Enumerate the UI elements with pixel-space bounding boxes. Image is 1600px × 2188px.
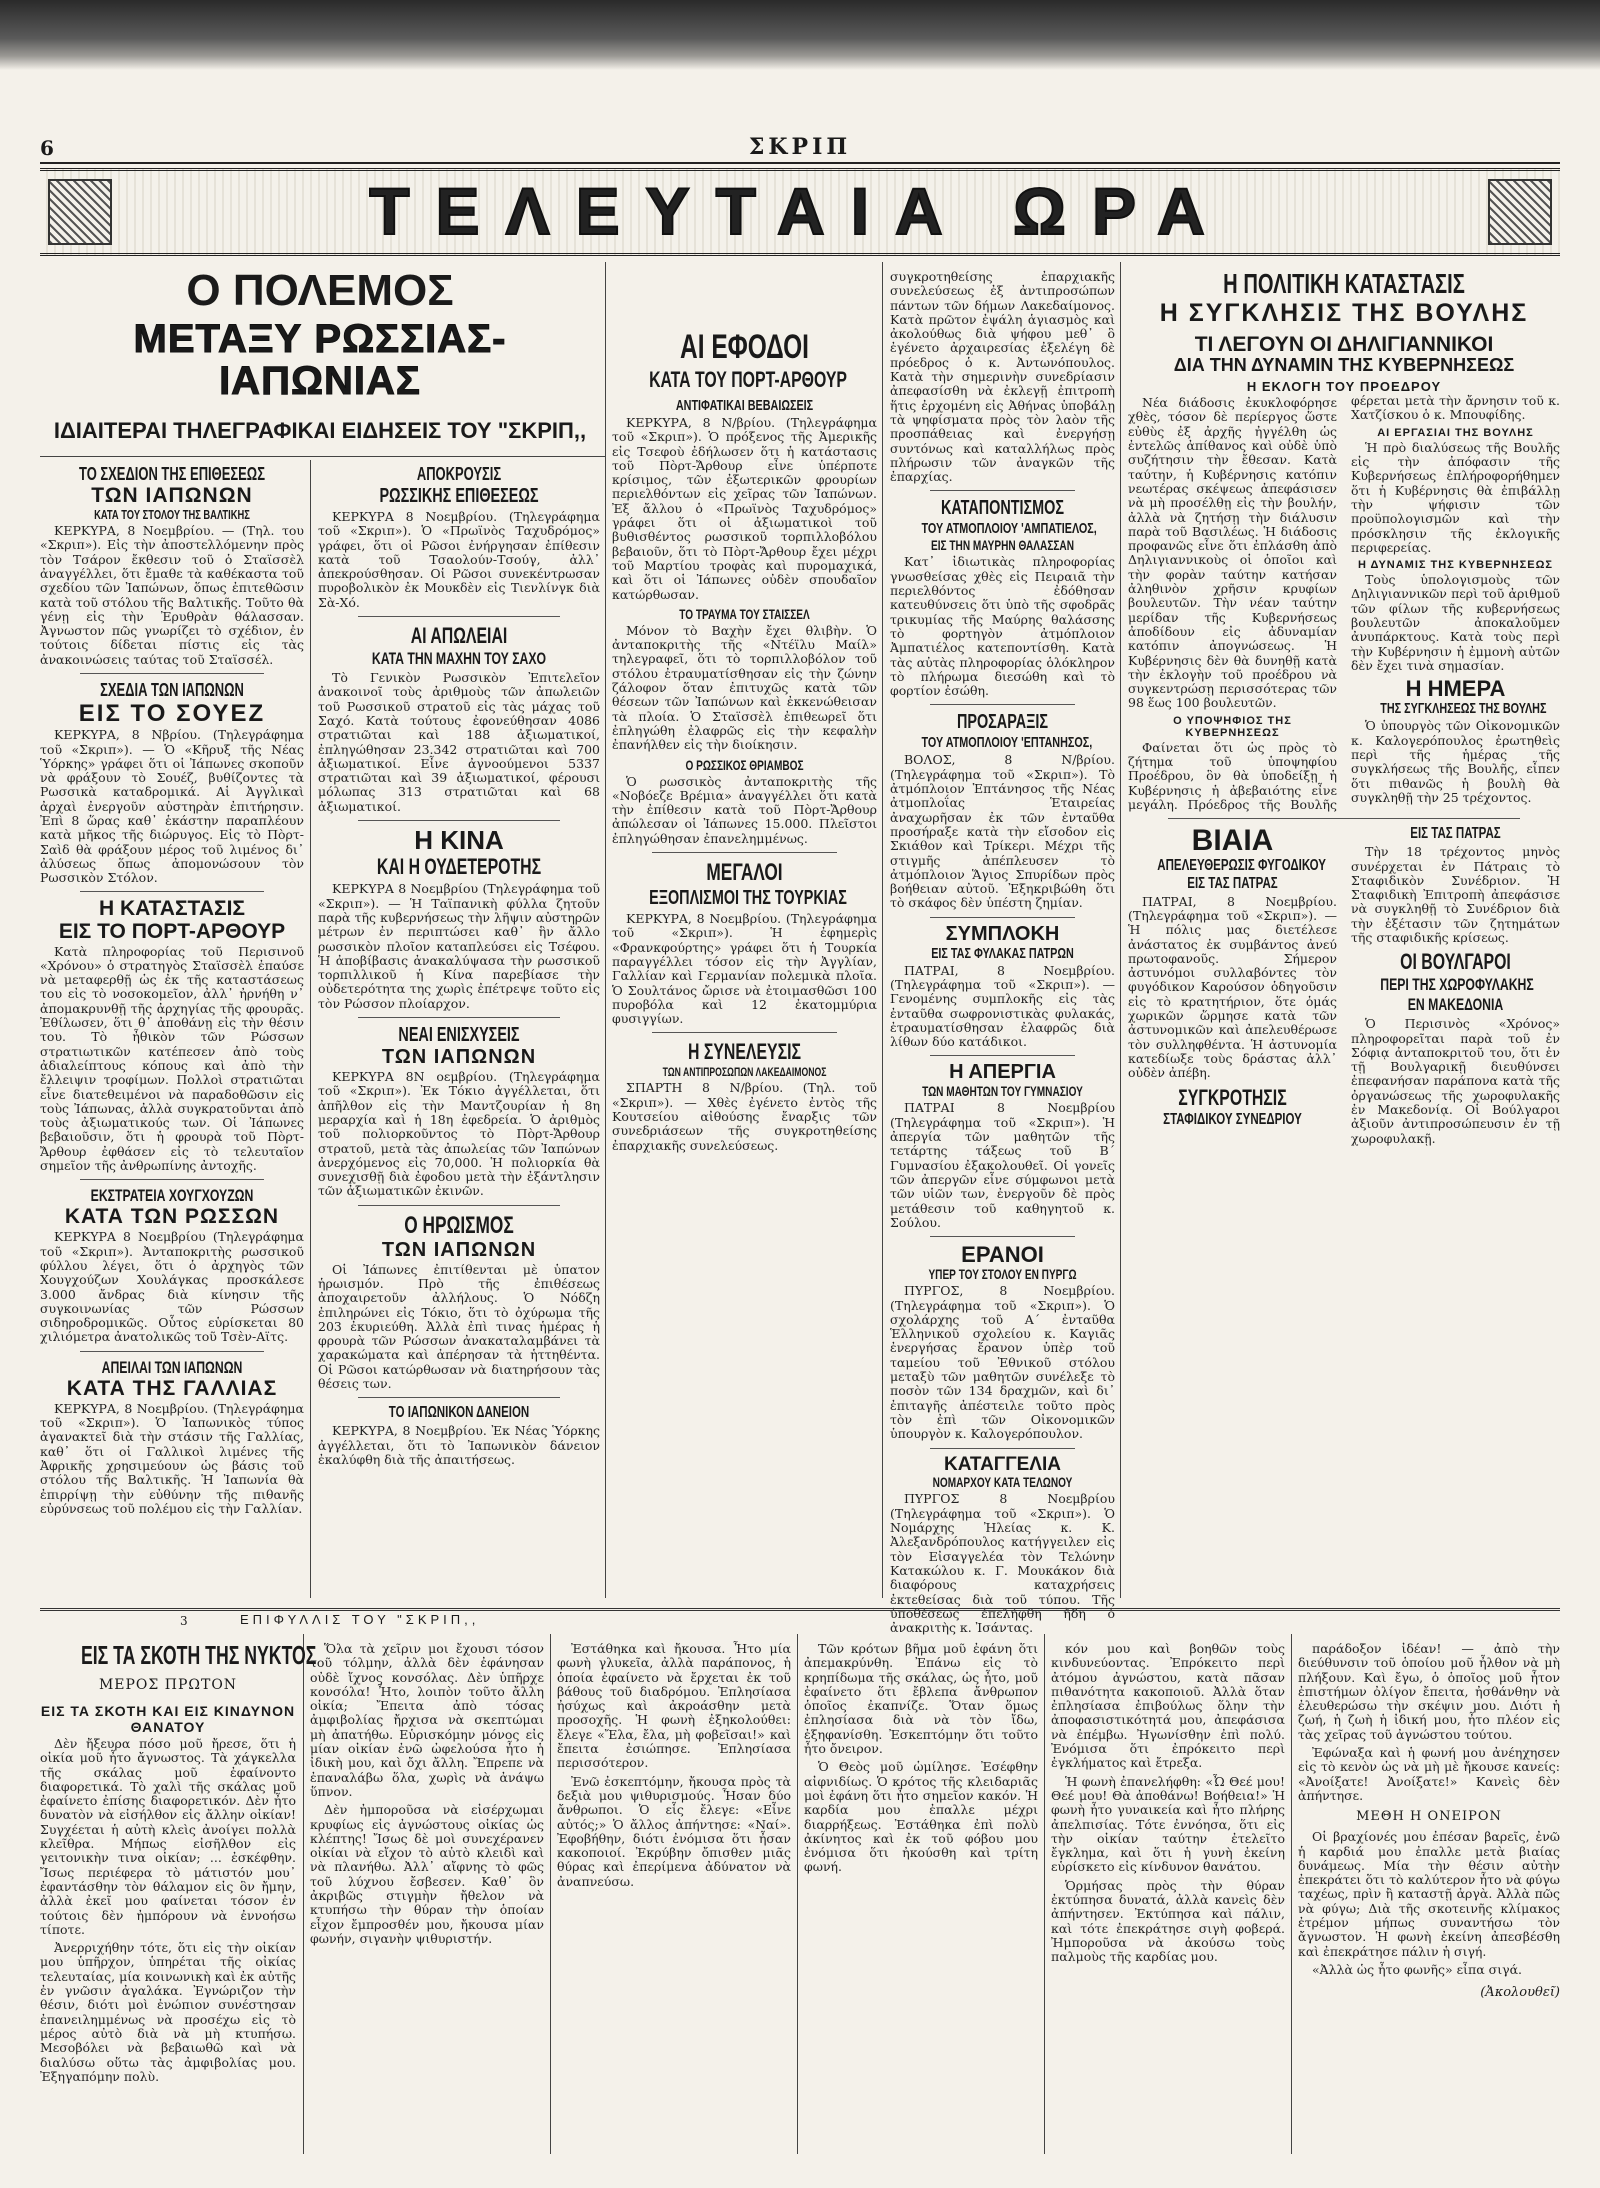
- article-heading: ΕΙΣ ΤΑΣ ΠΑΤΡΑΣ: [1187, 874, 1278, 892]
- article-heading: ΚΑΙ Η ΟΥΔΕΤΕΡΟΤΗΣ: [376, 854, 542, 880]
- article-divider: [80, 673, 264, 674]
- feuilleton-column-4: [804, 1640, 1038, 2155]
- article-body: Νέα διάδοσις ἐκυκλοφόρησε χθὲς, τόσον δὲ περίεργος ὥστε εὐθὺς ἐξ ἀρχῆς ἠγγέλθη ὡς ἐντελῶς ἀπίθανος καὶ οὐδὲ ὑπὸ συζήτησιν τὴν ἔθεσαν. Κατὰ ταύτην, ἡ Κυβέρνησις κατόπιν νεωτέρας σκέψεως ἀπεφάσισεν νὰ μὴ προσέλθῃ εἰς τὴν βουλήν, ἀλλὰ νὰ ζητήσῃ τὴν διάλυσιν παρὰ τοῦ Βασιλέως. Ἡ διάδοσις προφανῶς εἶνε ὅτι ἐπλάσθη ἀπὸ Δηλιγιαννικοὺς οἱ ὁποῖοι καὶ τὴν φορὰν ταύτην κατήσαν ἀληθινὸν χρῆσιν κρυφίων βουλευτῶν. Τὴν νέαν ταύτην μερίδαν τῆς Κυβερνήσεως ἀποδίδουν εἰς ἀδυναμίαν κατόπιν ἀπογνώσεως. Ἡ Κυβέρνησις δὲν θὰ δυνηθῇ κατὰ τὴν ἐκλογὴν τοῦ προέδρου νὰ συγκεντρώσῃ περισσότερας τῶν 98 ἕως 100 βουλευτῶν.: [1128, 395, 1337, 711]
- feuilleton-text: Τῶν κρότων βῆμα μοῦ ἐφάνη ὅτι ἀπεμακρύνθη. Ἐπάνω εἰς τὸ κρηπίδωμα τῆς σκάλας, ὡς ἦτο, μοῦ ἐφαίνετο ὅτι ἔβλεπα ἄνθρωπον ὁποῖος ἐκαπνίζε. Ὅταν ὅμως ἐπλησίασα διὰ νὰ τὸν ἴδω, ἐξηφανίσθη. Ἐσκεπτόμην ὅτι τοῦτο ἦτο ὄνειρον.: [804, 1641, 1038, 1757]
- article-heading: ΒΙΑΙΑ: [1191, 824, 1274, 858]
- article-divider: [930, 1448, 1075, 1449]
- article-body: ΚΕΡΚΥΡΑ 8 Νοεμβρίου. (Τηλεγράφημα τοῦ «Σκριπ»). Ὁ «Πρωϊνὸς Ταχυδρόμος» γράφει, ὅτι οἱ Ρῶσοι ἐνήργησαν ἐπίθεσιν κατὰ τοῦ Τσαολούν-Τσούγ, ἀλλ᾽ ἀπεκρούσθησαν. Οἱ Ρῶσοι συνεκέντρωσαν πυροβολικὸν ἐκ Μουκδὲν εἰς Τιενλίνγκ διὰ Σὰ-Χό.: [318, 509, 600, 610]
- column-rule: [550, 1634, 551, 2154]
- article-divider: [652, 1032, 837, 1033]
- article-heading: ΕΞΟΠΛΙΣΜΟΙ ΤΗΣ ΤΟΥΡΚΙΑΣ: [649, 887, 847, 910]
- feuilleton-column-1: [40, 1640, 317, 2155]
- article-divider: [930, 1055, 1075, 1056]
- article-heading: ΕΙΣ ΤΟ ΠΟΡΤ-ΑΡΘΟΥΡ: [58, 919, 286, 943]
- feuilleton-text: Δὲν ἠμποροῦσα νὰ εἰσέρχωμαι κρυφίως εἰς ἀγνώστους οἰκίας ὡς κλέπτης! Ἴσως δὲ μοὶ συνεχέρανεν οἰκίαι νὰ εἴχον τὸ αὐτὸ κλειδὶ καὶ νὰ πλανήθω. Ἀλλ᾽ αἴφνης τὸ φῶς τοῦ λύχνου ἔσβεσεν. Καθ᾽ ὃν ἀκριβῶς στιγμὴν ἤθελον νὰ κτυπήσω τὴν θύραν τὴν ὁποίαν εἶχον ἔμπροσθέν μου, ἤκουσα μίαν φωνήν, σιγανὴν ψιθυριστήν.: [310, 1802, 544, 1946]
- article-heading: ΚΑΤΑ ΤΩΝ ΡΩΣΣΩΝ: [64, 1205, 280, 1229]
- feuilleton-text: Δὲν ἤξευρα πόσο μοῦ ἤρεσε, ὅτι ἡ οἰκία μοῦ ἦτο ἄγνωστος. Τὰ χάγκελλα τῆς σκάλας μοῦ ἐφαίνοντο διαφορετικά. Τὸ χαλὶ τῆς σκάλας μοῦ ἐφαίνετο ἐπίσης διαφορετικόν. Δὲν ἦτο δυνατὸν νὰ εἰσήλθον εἰς ἄλλην οἰκίαν! Συγχέεται ἡ αὐτὴ κλεὶς ἀνοίγει πολλὰ κλεῖθρα. Μήπως εἰσῆλθον εἰς γειτονικὴν τινα οἰκίαν; ... ἐσκέφθην. Ἴσως περιέφερα τὸ μάτιστόν μου᾽ ἐφαντάσθην τὸν θάλαμον εἰς ὃν ἤμην, ἀλλὰ ἐκεῖ μου φαίνεται τόσον ἐν τούτοις δὲν ἠμπόρουν νὰ ἐννοήσω τίποτε.: [40, 1736, 296, 1937]
- article-heading: Η ΑΠΕΡΓΙΑ: [949, 1061, 1056, 1084]
- article-body: Ὁ Περισινὸς «Χρόνος» πληροφορεῖται παρὰ τοῦ ἐν Σόφιᾳ ἀνταποκριτοῦ του, ὅτι ἐν τῇ Βουλγαρικῇ διευθύνσει ἐπεφανήσαν παράπονα κατὰ τῆς ὀργανώσεως τῆς χωροφυλακῆς ἐν Μακεδονίᾳ. Οἱ Βούλγαροι ἀξιοῦν ἀντιπροσώπευσιν ἐν τῇ χωροφυλακῇ.: [1351, 1016, 1560, 1146]
- article-body: ΚΕΡΚΥΡΑ, 8 Νοεμβρίου. (Τηλεγράφημα τοῦ «Σκριπ»). Ἡ ἐφημερὶς «Φρανκφούρτης» γράφει ὅτι ἡ Τουρκία παραγγέλλει τόσον εἰς τὴν Ἀγγλίαν, Γαλλίαν καὶ Γερμανίαν πολεμικὰ πλοῖα. Ὁ Σουλτάνος ὤρισε νὰ ἐτοιμασθῶσι 100 πυροβόλα καὶ 12 ἐκατομμύρια φυσιγγίων.: [612, 911, 877, 1027]
- article-subheading: ΔΙΑ ΤΗΝ ΔΥΝΑΜΙΝ ΤΗΣ ΚΥΒΕΡΝΗΣΕΩΣ: [1173, 355, 1515, 376]
- article-heading: ΚΑΤΑ ΤΗΣ ΓΑΛΛΙΑΣ: [66, 1376, 278, 1400]
- article-body: Οἱ Ἰάπωνες ἐπιτίθενται μὲ ὑπατον ἡρωισμόν. Πρὸ τῆς ἐπιθέσεως ἀποχαιρετοῦν ἀλλήλους. Ὁ Νόδζη ἐπιληρώνει εἰς Τόκιο, ὅτι τὸ ὀχύρωμα τῆς 203 ἐκυριεύθη. Ἀλλὰ ἐπὶ τινας ἡμέρας ἡ φρουρὰ τῶν Ρώσσων ἀνακαταλαμβάνει τὰ χαρακώματα καὶ ἀπέρησαν τὰ ἡττηθέντα. Οἱ Ρῶσοι κατώρθωσαν νὰ διατηρήσουν τὰς θέσεις των.: [318, 1261, 600, 1392]
- article-body: ΠΥΡΓΟΣ, 8 Νοεμβρίου. (Τηλεγράφημα τοῦ «Σκριπ»). Ὁ σχολάρχης τοῦ Α΄ ἐνταῦθα Ἑλληνικοῦ σχολείου κ. Καγιᾶς ἐνεργήσας ἔρανον ὑπὲρ τοῦ ταμείου τοῦ Ἐθνικοῦ στόλου μεταξὺ τῶν μαθητῶν συνέλεξε τὸ ποσὸν τῶν 134 δραχμῶν, καὶ δι᾽ ἐπιταγῆς ἀπέστειλε τοῦτο πρὸς τὸν ἐπὶ τῶν Οἰκονομικῶν ὑπουργὸν κ. Καλογερόπουλον.: [890, 1283, 1115, 1442]
- article-divider: [80, 1351, 264, 1352]
- article-body: Ὁ ρωσσικὸς ἀνταποκριτὴς τῆς «Νοβόεζε Βρέμια» ἀναγγέλλει ὅτι κατὰ τὴν ἐπίθεσιν κατὰ τοῦ Πὸρτ-Ἄρθουρ ἀπώλεσαν οἱ Ἰάπωνες 15.000. Πλεῖστοι ἐπληγώθησαν ἐπανελημμένως.: [612, 773, 877, 846]
- article-heading: ΤΟΥ ΑΤΜΟΠΛΟΙΟΥ 'ΕΠΤΑΝΗΣΟΣ,: [921, 734, 1093, 752]
- article-heading: Η ΠΟΛΙΤΙΚΗ ΚΑΤΑΣΤΑΣΙΣ: [1223, 268, 1465, 299]
- article-body: ΚΕΡΚΥΡΑ, 8 Ν/βρίου. (Τηλεγράφημα τοῦ «Σκριπ»). Ὁ πρόξενος τῆς Ἀμερικῆς εἰς Τσεφοὺ ἐδήλωσεν ὅτι ἡ κατάστασις τοῦ Πὸρτ-Ἄρθουρ εἶνε ὑπέρποτε κρίσιμος, τῶν ἐξωτερικῶν φρουρίων περιελθόντων εἰς χεῖρας τῶν Ἰαπώνων. Ἐξ ἄλλου ὁ «Πρωϊνὸς Ταχυδρόμος» γράφει ὅτι οἱ ἀξιωματικοὶ τοῦ βυθισθέντος ρωσσικοῦ τορπιλλοβόλου βεβαιοῦν, ὅτι τὸ Πὸρτ-Ἄρθουρ ἔχει μέχρι τοῦ Μαρτίου τροφὰς καὶ πυρομαχικά, καὶ ὅτι οἱ Ἰάπωνες οὐδὲν σπουδαῖον κατώρθωσαν.: [612, 415, 877, 602]
- article-heading: ΤΩΝ ΙΑΠΩΝΩΝ: [381, 1238, 537, 1261]
- article-body: Μόνον τὸ Βαχὴν ἔχει θλιβὴν. Ὁ ἀνταποκριτὴς τῆς «Ντέϊλυ Μαίλ» τηλεγραφεῖ, ὅτι τὸ τορπιλλοβόλον τοῦ στόλου ἐτραυματίσθησαν εἰς τὴν ζώνην ζάλοφον ὅταν ἐπιτυχῶς κατὰ τῶν θέσεων τῶν Ἰαπώνων καὶ ἐκκενώθεισαν τὰ πλοία. Ὁ Σταϊσσὲλ ἐπιθεωρεῖ ὅτι ἐπληγώθη ἐλαφρῶς εἰς τὴν κεφαλὴν ἐπανήλθεν εἰς τὴν διοίκησιν.: [612, 622, 877, 753]
- article-body: συγκροτηθείσης ἐπαρχιακῆς συνελεύσεως ἐξ ἀντιπροσώπων πάντων τῶν δήμων Λακεδαίμονος. Κατὰ πρῶτον ἐψάλη ἁγιασμὸς καὶ ἀκολούθως διὰ ψήφου μεθ᾽ ὃ ἐγένετο ἀρχαιρεσίας ἐξελέγη δὲ πρόεδρος ὁ κ. Ἀντωνόπουλος. Κατὰ τὴν σημερινὴν συνεδρίασιν ἀπεφασίσθη νὰ ἐκλεγῇ ἐπιτροπὴ ἥτις ἐρχομένη εἰς Ἀθήνας ὑποβάλῃ τὰ ψηφίσματα πρὸς τὸν λαὸν τῆς προσπάθειας καὶ ἐνεργήσῃ συντόνως καὶ καταλλήλως πρὸς πλήρωσιν τῶν ἀναγκῶν τῆς ἐπαρχίας.: [890, 269, 1115, 485]
- article-heading: Η ΣΥΓΚΛΗΣΙΣ ΤΗΣ ΒΟΥΛΗΣ: [1159, 299, 1529, 327]
- article-subheading: ΑΙ ΕΡΓΑΣΙΑΙ ΤΗΣ ΒΟΥΛΗΣ: [1377, 426, 1534, 439]
- article-subheading: Ο ΡΩΣΣΙΚΟΣ ΘΡΙΑΜΒΟΣ: [685, 756, 804, 773]
- article-divider: [358, 1397, 560, 1398]
- page-number: 6: [40, 136, 54, 160]
- left-ornament-icon: [48, 179, 112, 245]
- article-body: ΚΕΡΚΥΡΑ 8 Νοεμβρίου (Τηλεγράφημα τοῦ «Σκριπ»). — Ἡ Ταϊπανικὴ φύλλα ζητοῦν παρὰ τῆς κυβερνήσεως τὴν λῆψιν αὐστηρῶν μέτρων ἐν περιπτώσει καθ᾽ ἣν ἄλλο ρωσσικὸν πλοῖον καταπλεύσει εἰς Τσέφου. Ἡ ἀποβίβασις ἀνακαλύψασα τὴν ρωσσικοῦ τορπιλλικοῦ ἡ Κίνα παρεβίασε τὴν οὐδετερότητα της χωρὶς ἐπέτρεψε τοῦτο εἰς τὸν Ρώσσον πλοίαρχον.: [318, 881, 600, 1011]
- article-subheading: ΤΩΝ ΑΝΤΙΠΡΟΣΩΠΩΝ ΛΑΚΕΔΑΙΜΟΝΟΣ: [662, 1065, 827, 1080]
- article-divider: [930, 1236, 1075, 1237]
- article-heading: ΤΩΝ ΙΑΠΩΝΩΝ: [381, 1046, 537, 1069]
- article-divider: [1168, 818, 1520, 819]
- feuilleton-text: Ὁρμήσας πρὸς τὴν θύραν ἐκτύπησα δυνατά, ἀλλὰ κανεὶς δὲν ἀπήντησεν. Ἐκτύπησα καὶ πάλιν, καὶ τότε ἐπεκράτησε σιγὴ φοβερά. Ἠμποροῦσα νὰ ἀκούσω τοὺς παλμοὺς τῆς καρδίας μου.: [1051, 1877, 1285, 1965]
- article-heading: ΑΠΕΛΕΥΘΕΡΩΣΙΣ ΦΥΓΟΔΙΚΟΥ: [1157, 856, 1326, 874]
- feuilleton-column-2: [310, 1640, 544, 2155]
- article-heading: ΣΥΜΠΛΟΚΗ: [945, 922, 1060, 945]
- article-heading: ΕΡΑΝΟΙ: [961, 1242, 1044, 1268]
- article-heading: ΤΩΝ ΜΑΘΗΤΩΝ ΤΟΥ ΓΥΜΝΑΣΙΟΥ: [922, 1083, 1083, 1100]
- article-heading: ΕΙΣ ΤΟ ΣΟΥΕΖ: [78, 700, 266, 728]
- article-divider: [80, 1179, 264, 1180]
- article-body: Ὁ ὑπουργὸς τῶν Οἰκονομικῶν κ. Καλογερόπουλος ἐρωτηθεὶς περὶ τῆς ἡμέρας τῆς συγκλήσεως τῆς Βουλῆς, εἶπεν ὅτι πιθανῶς ἡ βουλὴ θὰ συγκληθῇ τὴν 25 τρέχοντος.: [1351, 718, 1560, 805]
- column-rule: [310, 460, 311, 1598]
- article-heading: ΟΙ ΒΟΥΛΓΑΡΟΙ: [1400, 949, 1511, 975]
- feuilleton-column-6: [1298, 1640, 1560, 2155]
- article-divider: [358, 616, 560, 617]
- article-heading: ΤΟ ΣΧΕΔΙΟΝ ΤΗΣ ΕΠΙΘΕΣΕΩΣ: [79, 464, 265, 484]
- article-heading: ΑΠΕΙΛΑΙ ΤΩΝ ΙΑΠΩΝΩΝ: [101, 1357, 243, 1377]
- feuilleton-column-3: [557, 1640, 791, 2155]
- newspaper-page: [40, 134, 1560, 2170]
- article-heading: ΑΠΟΚΡΟΥΣΙΣ: [416, 464, 502, 484]
- article-heading: ΚΑΤΑΠΟΝΤΙΣΜΟΣ: [940, 497, 1065, 520]
- war-kicker: Ο ΠΟΛΕΜΟΣ: [186, 266, 454, 315]
- article-heading: ΠΡΟΣΑΡΑΞΙΣ: [956, 711, 1049, 734]
- article-subheading: ΤΙ ΛΕΓΟΥΝ ΟΙ ΔΗΛΙΓΙΑΝΝΙΚΟΙ: [1194, 333, 1494, 357]
- feuilleton-number: 3: [180, 1614, 188, 1628]
- article-divider: [80, 891, 264, 892]
- article-body: Ἡ πρὸ διαλύσεως τῆς Βουλῆς εἰς τὴν ἀπόφασιν τῆς Κυβερνήσεως ἐπλήροφορήθημεν ὅτι ἡ Κυβέρνησις θὰ ἐπιβάλλῃ τὴν ψήφισιν τῶν προϋπολογισμῶν καὶ τὴν πρόσκλησιν τῆς ἐκλογικῆς περιφερείας.: [1351, 439, 1560, 555]
- article-heading: ΕΙΣ ΤΑΣ ΠΑΤΡΑΣ: [1410, 825, 1501, 843]
- article-body: ΠΑΤΡΑΙ 8 Νοεμβρίου (Τηλεγράφημα τοῦ «Σκριπ»). Ἡ ἀπεργία τῶν μαθητῶν τῆς τετάρτης τάξεως τοῦ Β΄ Γυμνασίου ἐξακολουθεῖ. Οἱ γονεῖς τῶν ἀπεργῶν εἶνε σύμφωνοι μετὰ τῶν υἱῶν των, ἐνεργοῦν δὲ πρὸς μετάθεσιν τοῦ καθηγητοῦ κ. Σούλου.: [890, 1100, 1115, 1230]
- article-divider: [652, 852, 837, 853]
- article-heading: ΕΝ ΜΑΚΕΔΟΝΙΑ: [1407, 995, 1504, 1015]
- article-body: Κατ᾽ ἰδιωτικὰς πληροφορίας γνωσθείσας χθὲς εἰς Πειραιᾶ τὴν περιελθόντος ἐδόθησαν κατευθύνσεις ὅτι ὑπὸ τῆς σφοδρᾶς τρικυμίας τῆς Μαύρης θαλάσσης τὸ φορτηγὸν ἀτμόπλοιον Ἀμπατιέλος κατεποντίσθη. Κατὰ τὰς αὐτὰς πληροφορίας ὁλόκληρον τὸ πλήρωμα διεσώθη καὶ τὸ φορτίον ἐσώθη.: [890, 554, 1115, 699]
- feuilleton-label: ΕΠΙΦΥΛΛΙΣ ΤΟΥ "ΣΚΡΙΠ,,: [240, 1612, 480, 1627]
- article-body: ΒΟΛΟΣ, 8 Ν/βρίου. (Τηλεγράφημα τοῦ «Σκριπ»). Τὸ ἀτμόπλοιον Ἑπτάνησος τῆς Νέας ἀτμοπλοΐας Ἑταιρείας ἀναχωρῆσαν ἐκ τῶν ἐνταῦθα προσήραξε κατὰ τὴν εἴσοδον εἰς Σκιάθον καὶ Τρίκερι. Μέχρι τῆς στιγμῆς ἀπέπλευσεν τὸ ἀτμόπλοιον Ἅγιος Σπυρίδων πρὸς βοήθειαν αὐτοῦ. Ἐξηκριβώθη ὅτι τὸ σκάφος δὲν ὑπέστη ζημίαν.: [890, 752, 1115, 911]
- article-heading: ΚΑΤΑΓΓΕΛΙΑ: [944, 1453, 1061, 1475]
- article-subheading: ΑΝΤΙΦΑΤΙΚΑΙ ΒΕΒΑΙΩΣΕΙΣ: [675, 397, 814, 414]
- article-heading: Η ΗΜΕΡΑ: [1405, 676, 1506, 702]
- feuilleton-chapter: ΕΙΣ ΤΑ ΣΚΟΤΗ ΚΑΙ ΕΙΣ ΚΙΝΔΥΝΟΝ ΘΑΝΑΤΟΥ: [40, 1703, 296, 1735]
- article-heading: ΤΗΣ ΣΥΓΚΛΗΣΕΩΣ ΤΗΣ ΒΟΥΛΗΣ: [1380, 700, 1547, 718]
- article-heading: Η ΚΙΝΑ: [414, 825, 504, 856]
- banner-title: ΤΕΛΕΥΤΑΙΑ ΩΡΑ: [369, 174, 1231, 248]
- article-divider: [358, 1205, 560, 1206]
- article-body: ΚΕΡΚΥΡΑ 8 Νοεμβρίου (Τηλεγράφημα τοῦ «Σκριπ»). Ἀνταποκριτὴς ρωσσικοῦ φύλλου λέγει, ὅτι ὁ ἀρχηγὸς τῶν Χουγχούζων Χουλάγκας προσκάλεσε 3.000 ἄνδρας διὰ κίνησιν τῆς συγκοινωνίας τῶν Ρώσσων σιδηροδρομικῶς. Οὗτος εὑρίσκεται 80 χιλιόμετρα ἀνατολικῶς τοῦ Τσὲν-Αϊτς.: [40, 1229, 304, 1345]
- article-heading: ΤΟ ΙΑΠΩΝΙΚΟΝ ΔΑΝΕΙΟΝ: [388, 1404, 530, 1422]
- article-divider: [930, 917, 1075, 918]
- feuilleton-text: παράδοξον ἰδέαν! — ἀπὸ τὴν διεύθυνσιν τοῦ ὁποίου μοῦ ἦλθον νὰ μὴ πλήξουν. Καὶ ἔγω, ὁ ὁποῖος μοῦ ἦτον ἐπιστήμων ὀλίγον ἔπειτα, ἠσθάνθην νὰ ἐλευθερώσω τὴν σκέψιν μου. Διότι ἡ ζωή, ἡ ζωὴ ἡ ἰδική μου, ἦτο πλέον εἰς τὰς χεῖρας τοῦ ἀγνώστου τούτου.: [1298, 1641, 1560, 1742]
- article-heading: ΑΙ ΕΦΟΔΟΙ: [680, 328, 809, 366]
- article-heading: ΤΩΝ ΙΑΠΩΝΩΝ: [91, 484, 253, 507]
- war-headline-block: [40, 268, 600, 458]
- article-heading: ΥΠΕΡ ΤΟΥ ΣΤΟΛΟΥ ΕΝ ΠΥΡΓΩ: [928, 1266, 1077, 1283]
- article-heading: ΚΑΤΑ ΤΗΝ ΜΑΧΗΝ ΤΟΥ ΣΑΧΟ: [371, 649, 547, 669]
- feuilleton-column-5: [1051, 1640, 1285, 2155]
- article-heading: Η ΚΑΤΑΣΤΑΣΙΣ: [98, 897, 246, 921]
- column-4: [890, 268, 1115, 1636]
- article-heading: ΝΟΜΑΡΧΟΥ ΚΑΤΑ ΤΕΛΩΝΟΥ: [932, 1474, 1073, 1491]
- article-heading: ΑΙ ΑΠΩΛΕΙΑΙ: [410, 623, 508, 649]
- article-body: ΚΕΡΚΥΡΑ, 8 Νοεμβρίου. (Τηλεγράφημα τοῦ «Σκριπ»). Ὁ Ἰαπωνικὸς τύπος ἀγανακτεῖ διὰ τὴν στάσιν τῆς Γαλλίας, καθ᾽ ὅτι οἱ Γαλλικοὶ λιμένες τῆς Ἀφρικῆς χρησιμεύουν ὡς βάσις τοῦ στόλου τῆς Βαλτικῆς. Ἡ Ἰαπωνία θὰ ἐπιρρίψῃ τὴν εὐθύνην τῆς πιθανῆς εὐρύνσεως τοῦ πολέμου εἰς τὴν Γαλλίαν.: [40, 1400, 304, 1516]
- article-divider: [358, 1017, 560, 1018]
- article-divider: [358, 820, 560, 821]
- feuilleton-signature: (Ἀκολουθεῖ): [1480, 1985, 1560, 2001]
- right-ornament-icon: [1488, 179, 1552, 245]
- article-body: ΠΥΡΓΟΣ 8 Νοεμβρίου (Τηλεγράφημα τοῦ «Σκριπ»). Ὁ Νομάρχης Ἠλείας κ. Κ. Ἀλεξανδρόπουλος κατήγγειλεν εἰς τὸν Εἰσαγγελέα τὸν Τελώνην Κατακώλου κ. Γ. Μουκάκον διὰ διαφόρους καταχρήσεις ἐκτεθείσας διὰ τοῦ τύπου. Τῆς ὑποθέσεως ἐπελήφθη ἤδη ὁ ἀνακριτὴς κ. Ἰσάντας.: [890, 1491, 1115, 1636]
- article-heading: ΕΙΣ ΤΑΣ ΦΥΛΑΚΑΣ ΠΑΤΡΩΝ: [931, 944, 1074, 962]
- article-heading: ΡΩΣΣΙΚΗΣ ΕΠΙΘΕΣΕΩΣ: [379, 485, 539, 507]
- article-heading: ΝΕΑΙ ΕΝΙΣΧΥΣΕΙΣ: [398, 1024, 520, 1047]
- article-heading: ΕΚΣΤΡΑΤΕΙΑ ΧΟΥΓΧΟΥΖΩΝ: [90, 1186, 254, 1206]
- column-rule: [605, 262, 606, 1598]
- feuilleton-title: ΕΙΣ ΤΑ ΣΚΟΤΗ ΤΗΣ ΝΥΚΤΟΣ: [80, 1640, 317, 1670]
- article-subheading: Η ΕΚΛΟΓΗ ΤΟΥ ΠΡΟΕΔΡΟΥ: [1246, 379, 1442, 395]
- column-rule: [1291, 1634, 1292, 2154]
- column-rule: [1120, 262, 1121, 1598]
- feuilleton-text: Ὁ Θεὸς μοῦ ὡμίλησε. Ἐσέφθην αἰφνιδίως. Ὁ κρότος τῆς κλειδαριᾶς μοὶ ἐφάνη ὅτι ἦτο σημεῖον κακόν. Ἡ καρδία μου ἐπαλλε μέχρι διαρρήξεως. Ἐστάθηκα ἐπὶ πολὺ ἀκίνητος καὶ ἐκ τοῦ φόβου μου ἐνόμισα ὅτι ἠκούσθη καὶ τρίτη φωνή.: [804, 1759, 1038, 1875]
- war-headline: ΜΕΤΑΞΥ ΡΩΣΣΙΑΣ-ΙΑΠΩΝΙΑΣ: [133, 317, 507, 404]
- article-body: Τὴν 18 τρέχοντος μηνὸς συνέρχεται ἐν Πάτραις τὸ Σταφιδικὸν Συνέδριον. Ἡ Σταφιδικὴ Ἐπιτροπὴ ἀπεφάσισε νὰ συγκληθῇ τὸ Συνέδριον διὰ τὴν ἐξέτασιν τῶν ζητημάτων τῆς σταφιδικῆς κρίσεως.: [1351, 844, 1560, 945]
- article-body: Φαίνεται ὅτι ὡς πρὸς τὸ ζήτημα τοῦ ὑποψηφίου Προέδρου, ὃν θὰ ὑποδείξῃ ἡ Κυβέρνησις ἡ ἀβεβαιότης εἶνε μεγάλη. Πρόεδρος τῆς Βουλῆς φέρεται μετὰ τὴν ἄρνησιν τοῦ κ. Χατζίσκου ὁ κ. Μπουφίδης.: [1128, 393, 1560, 812]
- column-rule: [1044, 1634, 1045, 2154]
- feuilleton-part: ΜΕΡΟΣ ΠΡΩΤΟΝ: [98, 1677, 238, 1693]
- feuilleton-text: Ἐφώναξα καὶ ἡ φωνή μου ἀνέηχησεν εἰς τὸ κενὸν ὡς νὰ μὴ μὲ ἤκουσε κανείς: «Ἀνοίξατε! Ἀνοίξατε!» Κανεὶς δὲν ἀπήντησε.: [1298, 1745, 1560, 1803]
- article-body: Κατὰ πληροφορίας τοῦ Περισινοῦ «Χρόνου» ὁ στρατηγὸς Σταϊσσὲλ ἐπαύσε νὰ μεταφερθῇ ὡς ἐκ τῆς καταστάσεως του εἰς τὸ νοσοκομεῖον, ἀλλ᾽ ἠρνήθη ν᾽ ἀπομακρυνθῇ τῆς ἀρχηγίας τῆς φρουρᾶς. Ἐθίλωσεν, ὅτι θ᾽ ἀποθάνῃ εἰς τὴν θέσιν του. Τὸ ἦθικὸν τῶν Ρώσσων στρατιωτικῶν κατέπεσεν ἀπὸ τοὺς ἀδιαλείπτους κόπους καὶ ἀπὸ τὴν ἔλλειψιν τροφίμων. Πολλοὶ στρατιῶται εἶνε διατεθειμένοι νὰ παραδοθῶσιν εἰς τοὺς Ἰάπωνας, ἀλλὰ συγκρατοῦνται ἀπὸ τοὺς ἀξιωματικούς των. Οἱ Ἰάπωνες βεβαιοῦσιν, ὅτι ἡ φρουρὰ τοῦ Πὸρτ-Ἄρθουρ ἐφθάσεν εἰς τὸ τελευταῖον σημεῖον τῆς ἀνθρωπίνης ἀντοχῆς.: [40, 943, 304, 1174]
- article-subheading: ΕΙΣ ΤΗΝ ΜΑΥΡΗΝ ΘΑΛΑΣΣΑΝ: [931, 537, 1074, 554]
- column-rule: [797, 1634, 798, 2154]
- feuilleton-text: κόν μου καὶ βοηθῶν τοὺς κινδυνεύοντας. Ἐπρόκειτο περὶ ἀτόμου ἀγνώστου, κατὰ πᾶσαν πιθανότητα κακοποιοῦ. Ἀλλὰ ὅταν ἐπλησίασα ἐπιβούλως ὅλην τὴν ἀποφασιστικότητά μου, ἀπεφάσισα νὰ ἐπέμβω. Ἠγωνίσθην ἐπὶ πολύ. Ἐνόμισα ὅτι ἐπρόκειτο περὶ ἐγκλήματος καὶ ἔτρεξα.: [1051, 1641, 1285, 1771]
- article-body: ΠΑΤΡΑΙ, 8 Νοεμβρίου. (Τηλεγράφημα τοῦ «Σκριπ»). — Ἡ πόλις μας διετέλεσε ἀνάστατος ἐκ συμβάντος ἀνεύ πρωτοφανοῦς. Σήμερον ἀστυνόμοι συλλαβόντες τὸν φυγόδικον Καρούσον ὁδηγοῦσιν εἰς τὸ κρατητήριον, ὅτε ὁμάς χωρικῶν ὥρμησε κατὰ τῶν ἀστυνομικῶν καὶ ἀπελευθέρωσε τὸν συλληφθέντα. Ἡ ἀστυνομία κατεδίωξε τοὺς δράστας ἀλλ᾽ οὐδὲν ἀπέβη.: [1128, 893, 1337, 1081]
- article-divider: [930, 704, 1075, 705]
- paper-name: ΣΚΡΙΠ: [748, 134, 852, 160]
- war-deck: ΙΔΙΑΙΤΕΡΑΙ ΤΗΛΕΓΡΑΦΙΚΑΙ ΕΙΔΗΣΕΙΣ ΤΟΥ "ΣΚΡΙΠ,,: [53, 418, 587, 444]
- article-heading: Η ΣΥΝΕΛΕΥΣΙΣ: [687, 1039, 802, 1065]
- feuilleton-text: Ἐστάθηκα καὶ ἤκουσα. Ἦτο μία φωνὴ γλυκεῖα, ἀλλὰ παράπονος, ἡ ὁποία ἐφαίνετο νὰ ἔρχεται ἐκ τοῦ βάθους τοῦ διαδρόμου. Ἐπλησίασα ἠσύχως καὶ ἀκροάσθην μετὰ προσοχῆς. Ἡ φωνὴ ἐξηκολούθει: ἔλεγε «Ἔλα, ἔλα, μὴ φοβεῖσαι!» καὶ ἔπειτα ἐσιώπησε. Ἐπλησίασα περισσότερον.: [557, 1641, 791, 1771]
- column-rule: [303, 1634, 304, 2154]
- article-divider: [930, 490, 1075, 491]
- article-heading: Ο ΗΡΩΙΣΜΟΣ: [404, 1211, 514, 1239]
- column-rule: [882, 262, 883, 1598]
- feuilleton-text: Ὅλα τὰ χεῖριν μοι ἔχουσι τόσον τοῦ τόλμην, ἀλλὰ δὲν ἐφάνησαν οὐδὲ ἴχνος κονσόλας. Δὲν ὑπῆρχε κονσόλα! Ἦτο, λοιπὸν τοῦτο ἄλλη οἰκία; Ἔπειτα ἀπὸ τόσας ἀμφιβολίας ἤρχισα νὰ σκεπτώμαι μὴ ἀπατήθω. Εὑρισκόμην μόνος εἰς μίαν οἰκίαν ἐνῶ ὠφελούσα ἦτο ἡ ἰδικὴ μου, καὶ ὄχι ἄλλη. Ἔπρεπε νὰ ἐπαναλάβω ὅλα, χωρὶς νὰ ἀνάψω ὕπνον.: [310, 1641, 544, 1799]
- article-body: ΚΕΡΚΥΡΑ 8Ν οεμβρίου. (Τηλεγράφημα τοῦ «Σκριπ»). Ἐκ Τόκιο ἀγγέλλεται, ὅτι ἀπῆλθον εἰς τὴν Μαντζουρίαν ἡ 8η μεραρχία καὶ ἡ 18η ἐφεδρεία. Ὁ ἀριθμὸς τοῦ πολιορκοῦντος τὸ Πὸρτ-Ἄρθουρ στρατοῦ, μετὰ τὰς ἀπωλείας τῶν Ἰαπώνων ἀνερχόμενος εἰς 70,000. Ἡ πολιορκία θὰ συνεχισθῇ διὰ ἐφοδου μετὰ τὴν ἐξάντλησιν τῶν ἀξιωματικῶν ἐκινῶν.: [318, 1069, 600, 1199]
- folio-line: [40, 134, 1560, 164]
- article-body: ΠΑΤΡΑΙ, 8 Νοεμβρίου. (Τηλεγράφημα τοῦ «Σκριπ»). — Γενομένης συμπλοκῆς εἰς τὰς ἐνταῦθα σωφρονιστικὰς φυλακάς, ἐτραυματίσθησαν ἐλαφρῶς διὰ λίθων δύο κατάδικοι.: [890, 962, 1115, 1050]
- article-heading: ΣΤΑΦΙΔΙΚΟΥ ΣΥΝΕΔΡΙΟΥ: [1163, 1110, 1302, 1128]
- article-subheading: ΤΟ ΤΡΑΥΜΑ ΤΟΥ ΣΤΑΙΣΣΕΛ: [679, 605, 810, 622]
- feuilleton-chapter: ΜΕΘΗ Η ΟΝΕΙΡΟΝ: [1356, 1809, 1502, 1825]
- feuilleton-text: Ἀνερριχήθην τότε, ὅτι εἰς τὴν οἰκίαν μου ὑπῆρχον, ὑπηρέται τῆς οἰκίας τελευταίας, μία κοινωνικὴ καὶ ἐκ αὐτῆς ἐν γνῶσιν ἀγαλάκα. Ἐγνώριζον τὴν θέσιν, διότι μοὶ ἐνώπιον συνέστησαν ἐπανειλημμένως νὰ προσέχω εἰς τὸ μέρος αὐτὸ διὰ νὰ μὴ κτυπήσω. Μεσοβόλει νὰ βεβαιωθῶ καὶ νὰ διαλύσω οὕτω τὰς ἀμφιβολίας μου. Ἐξηγαπόμην πολὺ.: [40, 1940, 296, 2084]
- column-1: [40, 464, 304, 1598]
- article-columns: [1128, 394, 1560, 812]
- article-body: ΣΠΑΡΤΗ 8 Ν/βρίου. (Τηλ. τοῦ «Σκριπ»). — Χθὲς ἐγένετο ἐντὸς τῆς Κουτσείου αἰθούσης ἔναρξις τῶν συνεδριάσεων τῆς συγκροτηθείσης ἐπαρχιακῆς συνελεύσεως.: [612, 1080, 877, 1153]
- section-banner: [40, 168, 1560, 256]
- feuilleton-text: Οἱ βραχίονές μου ἐπέσαν βαρεῖς, ἐνῶ ἡ καρδιά μου ἐπαλλε μετὰ βιαίας δυνάμεως. Μία τὴν θέσιν αὐτὴν ἐπεκράτει ὅτι τὸ καλύτερον ἦτο νὰ φύγω ταχέως, πρὶν ἢ καταστῇ ἀργὰ. Ἀλλὰ πῶς νὰ φύγω; Διὰ τῆς σκοτεινῆς κλίμακος ἐτρέμον μήπως συναντήσω τὸν ἄγνωστον. Ἡ φωνὴ ἐκείνη ἀπεσβέσθη καὶ ἐπεκράτησε πάλιν ἡ σιγή.: [1298, 1829, 1560, 1959]
- article-heading: ΚΑΤΑ ΤΟΥ ΠΟΡΤ-ΑΡΘΟΥΡ: [649, 367, 847, 392]
- feuilleton-text: Ἐνῶ ἐσκεπτόμην, ἤκουσα πρὸς τὰ δεξιὰ μου ψιθυρισμούς. Ἦσαν δύο ἄνθρωποι. Ὁ εἷς ἔλεγε: «Εἶνε αὐτός;» Ὁ ἄλλος ἀπήντησε: «Ναί». Ἐφοβήθην, διότι ἐνόμισα ὅτι ἦσαν κακοποιοί. Ἐκρύβην ὄπισθεν μιᾶς θύρας καὶ ἐπερίμενα ἀδύνατον νὰ ἀναπνεύσω.: [557, 1773, 791, 1889]
- section-rule: [40, 456, 605, 457]
- feuilleton-text: «Ἀλλὰ ὡς ἦτο φωνῆς» εἶπα σιγά.: [1312, 1961, 1522, 1977]
- article-body: Τοὺς ὑπολογισμοὺς τῶν Δηλιγιαννικῶν περὶ τοῦ ἀριθμοῦ τῶν φίλων τῆς κυβερνήσεως βουλευτῶν ἀποκαλοῦμεν ἀνυπάρκτους. Κατὰ τοὺς περὶ τὴν Κυβέρνησιν ἡ ἐμμονὴ αὐτῶν δὲν ἔχει τινὰ σημασίαν.: [1351, 572, 1560, 673]
- article-body: ΚΕΡΚΥΡΑ, 8 Νοεμβρίου. Ἐκ Νέας Ὑόρκης ἀγγέλλεται, ὅτι τὸ Ἰαπωνικὸν δάνειον ἐκαλύφθη διὰ τῆς ἀπαιτήσεως.: [318, 1423, 600, 1467]
- article-heading: ΜΕΓΑΛΟΙ: [706, 859, 783, 887]
- article-columns: [1128, 825, 1560, 1146]
- article-subheading: Η ΔΥΝΑΜΙΣ ΤΗΣ ΚΥΒΕΡΝΗΣΕΩΣ: [1357, 559, 1554, 572]
- column-3: [612, 268, 877, 1598]
- scan-edge: [0, 0, 1600, 70]
- article-subheading: ΚΑΤΑ ΤΟΥ ΣΤΟΛΟΥ ΤΗΣ ΒΑΛΤΙΚΗΣ: [94, 507, 250, 523]
- article-body: Τὸ Γενικὸν Ρωσσικὸν Ἐπιτελεῖον ἀνακοινοῖ τοὺς ἀριθμοὺς τῶν ἀπωλειῶν τοῦ Ρωσσικοῦ στρατοῦ εἰς τὰς μάχας τοῦ Σαχό. Κατὰ τούτους ἐφονεύθησαν 4086 στρατιῶται καὶ 188 ἀξιωματικοί, ἐπληγώθησαν 23.342 στρατιῶται καὶ 700 ἀξιωματικοί. Εἶνε ἀγνοούμενοι 5337 στρατιῶται καὶ 39 ἀξιωματικοί, φέρουσι μόλωπας 313 στρατιῶται καὶ 68 ἀξιωματικοί.: [318, 670, 600, 814]
- column-2: [318, 464, 600, 1598]
- article-heading: ΣΧΕΔΙΑ ΤΩΝ ΙΑΠΩΝΩΝ: [100, 680, 244, 701]
- article-body: ΚΕΡΚΥΡΑ, 8 Νβρίου. (Τηλεγράφημα τοῦ «Σκριπ»). — Ὁ «Κῆρυξ τῆς Νέας Ὑόρκης» γράφει ὅτι οἱ Ἰάπωνες σκοποῦν νὰ φράξουν τὸ Σουέζ, βυθίζοντες τὰ Ρωσσικὰ καταδρομικά. Αἱ Ἀγγλικαὶ ἀρχαὶ ἐνεργοῦν αὐστηρὰν ἐπιτήρησιν. Ἐπὶ 8 ὥρας καθ᾽ ἑκάστην παραπλέουν κατὰ μῆκος τῆς διώρυγος. Εἰς τὸ Πὸρτ-Σαὶδ θὰ φράξουν μέρος τοῦ λιμένος δι᾽ ἀλύσεως ὅπως ἀπομονώσουν τὸν Ρωσσικὸν Στόλον.: [40, 727, 304, 886]
- article-heading: ΣΥΓΚΡΟΤΗΣΙΣ: [1178, 1084, 1287, 1110]
- feuilleton-text: Ἡ φωνὴ ἐπανελήφθη: «Ὦ Θεέ μου! Θεέ μου! Θὰ ἀποθάνω! Βοήθεια!» Ἡ φωνὴ ἦτο γυναικεία καὶ ἦτο πλήρης ἀπελπισίας. Τότε ἐννόησα, ὅτι εἰς τὴν οἰκίαν ταύτην ἐτελεῖτο ἔγκλημα, καὶ ὅτι ἡ γυνὴ ἐκείνη εὑρίσκετο εἰς κίνδυνον θανάτου.: [1051, 1773, 1285, 1875]
- article-heading: ΠΕΡΙ ΤΗΣ ΧΩΡΟΦΥΛΑΚΗΣ: [1380, 975, 1534, 995]
- article-body: ΚΕΡΚΥΡΑ, 8 Νοεμβρίου. — (Τηλ. του «Σκριπ»). Εἰς τὴν ἀποστελλόμενην πρὸς τὸν Τσάρον ἔκθεσιν τοῦ ὁ Σταϊσσὲλ ἀναγγέλλει, ὅτι ἔμαθε τὰ καθέκαστα τοῦ σχεδίου τῶν Ἰαπώνων, ὅπως ἐπιτεθῶσιν κατὰ τοῦ στόλου τῆς Βαλτικῆς. Τοῦτο θὰ γένῃ εἰς τὴν Ἐρυθρὰν θάλασσαν. Ἀγνωστον πῶς γνωρίζει τὸ σχέδιον, ἐν τούτοις δίδεται πίστις εἰς τὰς ἀνακοινώσεις ταύτας τοῦ Σταϊσσέλ.: [40, 523, 304, 667]
- article-heading: ΤΟΥ ΑΤΜΟΠΛΟΙΟΥ 'ΑΜΠΑΤΙΕΛΟΣ,: [921, 520, 1097, 538]
- column-5: [1128, 268, 1560, 1598]
- article-subheading: Ο ΥΠΟΨΗΦΙΟΣ ΤΗΣ ΚΥΒΕΡΝΗΣΕΩΣ: [1173, 714, 1292, 739]
